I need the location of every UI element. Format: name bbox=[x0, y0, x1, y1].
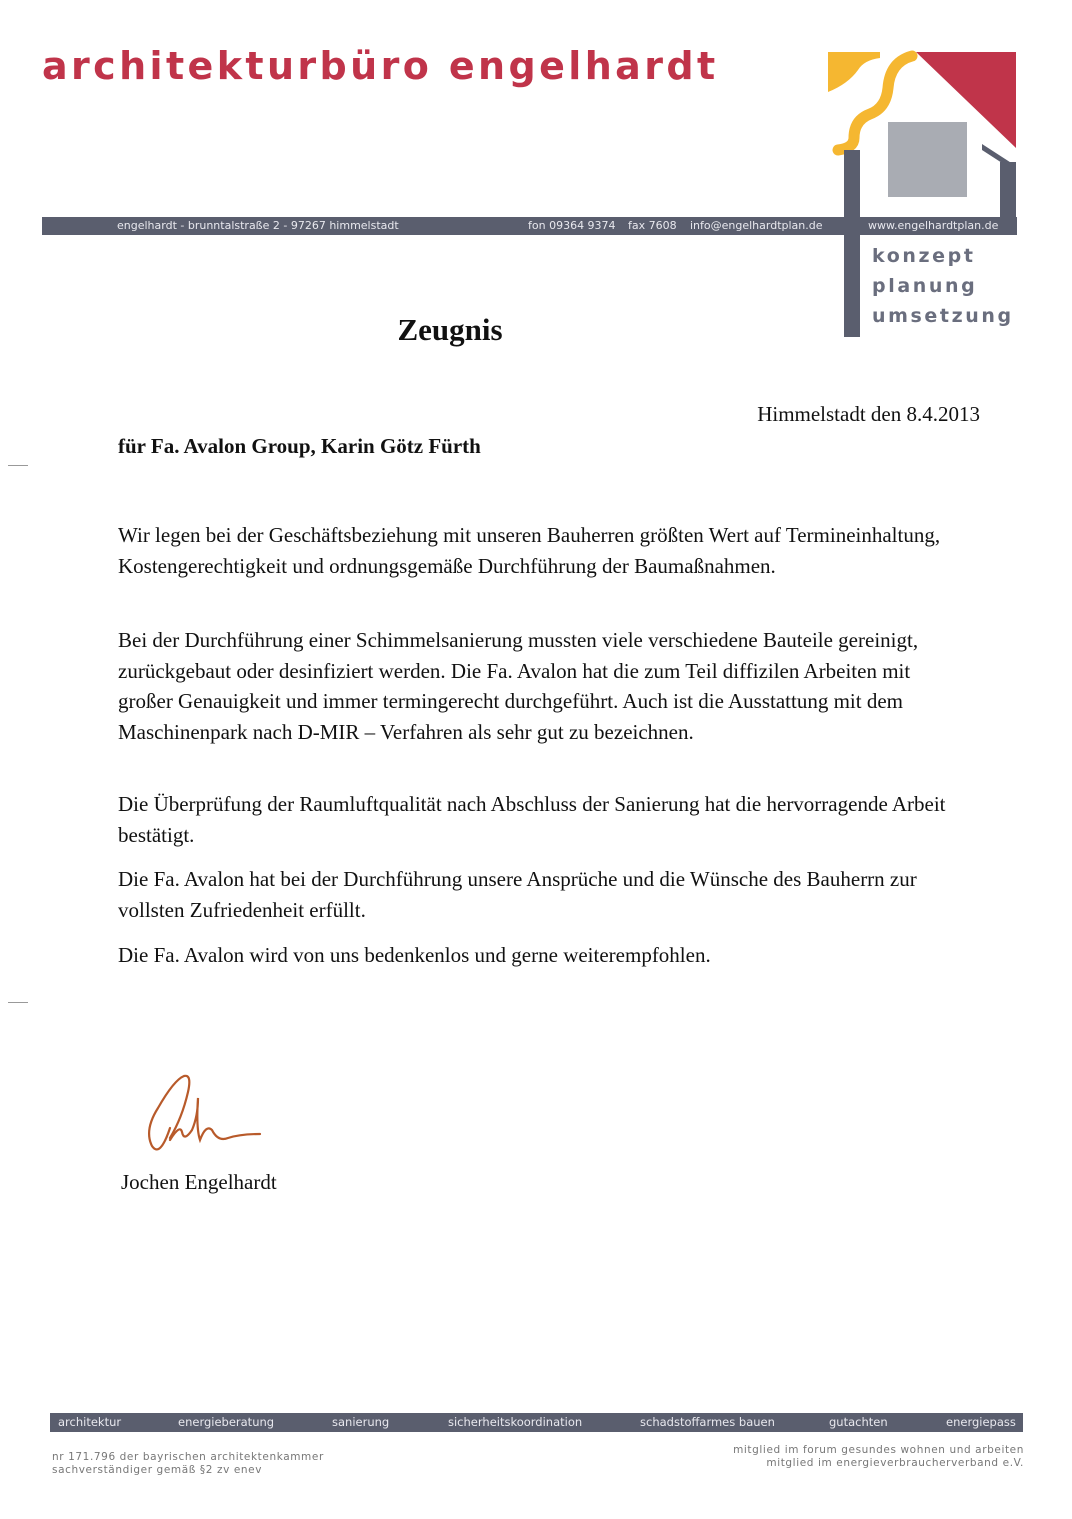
header-contact-bar bbox=[42, 217, 1017, 235]
paragraph-2: Bei der Durchführung einer Schimmelsanierung mussten viele verschiedene Bauteile gereinigt, zurückgebaut oder desinfiziert werden. Die Fa. Avalon hat die zum Teil diffizilen Arbeiten mit großer Genauigkeit und immer termingerecht durchgeführt. Auch ist die Ausstattung mit dem Maschinenpark nach D-MIR – Verfahren als sehr gut zu bezeichnen. bbox=[118, 628, 919, 744]
footer-left-line-1: nr 171.796 der bayrischen architektenkammer bbox=[52, 1451, 324, 1463]
recipient-line: für Fa. Avalon Group, Karin Götz Fürth bbox=[118, 434, 481, 458]
footer-services-bar bbox=[50, 1413, 1023, 1432]
fold-mark bbox=[8, 465, 28, 466]
footer-right-line-2: mitglied im energieverbraucherverband e.V. bbox=[766, 1457, 1024, 1469]
footer-item-schadstoffarmes-bauen: schadstoffarmes bauen bbox=[640, 1415, 775, 1429]
date-line: Himmelstadt den 8.4.2013 bbox=[757, 402, 980, 426]
footer-item-architektur: architektur bbox=[58, 1415, 122, 1429]
footer-left-line-2: sachverständiger gemäß §2 zv enev bbox=[52, 1464, 263, 1476]
paragraph-5: Die Fa. Avalon wird von uns bedenkenlos und gerne weiterempfohlen. bbox=[118, 943, 711, 967]
footer-right-line-1: mitglied im forum gesundes wohnen und arbeiten bbox=[733, 1444, 1024, 1456]
signer-name: Jochen Engelhardt bbox=[121, 1170, 277, 1194]
footer-item-gutachten: gutachten bbox=[829, 1415, 888, 1429]
header-email[interactable]: info@engelhardtplan.de bbox=[690, 219, 823, 232]
signature-icon bbox=[140, 1068, 280, 1168]
footer-item-energieberatung: energieberatung bbox=[178, 1415, 275, 1429]
fold-mark bbox=[8, 1002, 28, 1003]
tagline-umsetzung: umsetzung bbox=[872, 305, 1014, 327]
footer-item-sicherheitskoordination: sicherheitskoordination bbox=[448, 1415, 583, 1429]
document-title: Zeugnis bbox=[397, 312, 503, 347]
brand-title: architekturbüro engelhardt bbox=[42, 44, 719, 88]
header-phone: fon 09364 9374 bbox=[528, 219, 616, 232]
tagline-planung: planung bbox=[872, 275, 978, 297]
header-fax: fax 7608 bbox=[628, 219, 677, 232]
paragraph-1: Wir legen bei der Geschäftsbeziehung mit unseren Bauherren größten Wert auf Termineinhaltung, Kostengerechtigkeit und ordnungsgemäße Durchführung der Baumaßnahmen. bbox=[118, 523, 941, 578]
paragraph-4: Die Fa. Avalon hat bei der Durchführung unsere Ansprüche und die Wünsche des Bauherrn zur vollsten Zufriedenheit erfüllt. bbox=[118, 867, 917, 922]
footer-item-sanierung: sanierung bbox=[332, 1415, 390, 1429]
tagline-konzept: konzept bbox=[872, 245, 976, 267]
footer-item-energiepass: energiepass bbox=[946, 1415, 1016, 1429]
paragraph-3: Die Überprüfung der Raumluftqualität nach Abschluss der Sanierung hat die hervorragende Arbeit bestätigt. bbox=[118, 792, 946, 847]
header-address: engelhardt - brunntalstraße 2 - 97267 himmelstadt bbox=[117, 219, 399, 232]
header-website[interactable]: www.engelhardtplan.de bbox=[868, 219, 999, 232]
